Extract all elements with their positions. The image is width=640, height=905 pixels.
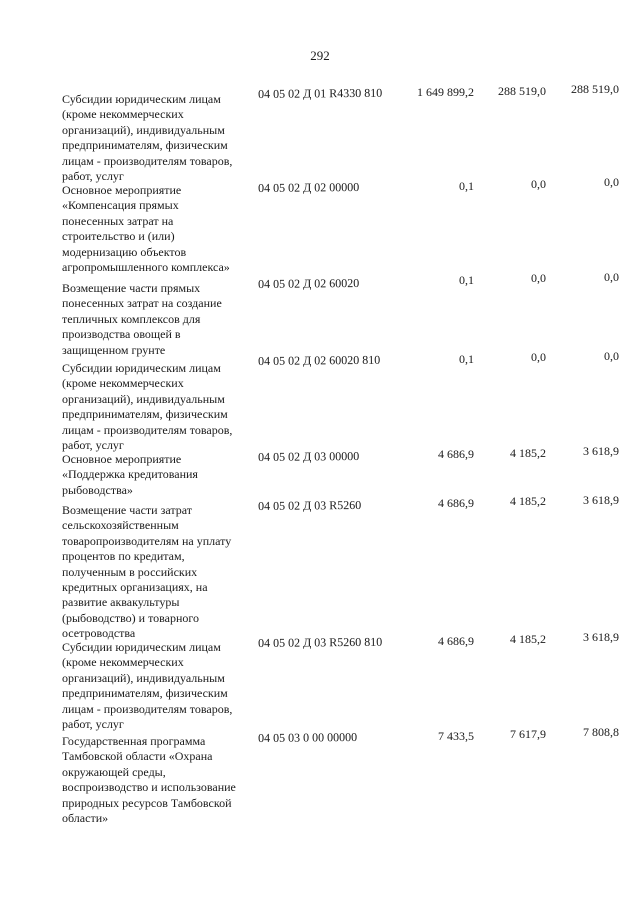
row-value-1: 4 686,9 [438, 496, 474, 510]
row-value-3: 3 618,9 [583, 493, 619, 507]
row-value-3: 0,0 [604, 175, 619, 189]
row-value-1: 1 649 899,2 [417, 85, 474, 99]
row-code: 04 05 02 Д 01 R4330 810 [258, 85, 383, 101]
row-value-2: 4 185,2 [510, 632, 546, 646]
row-value-3: 7 808,8 [583, 725, 619, 739]
row-value-1: 7 433,5 [438, 729, 474, 743]
row-value-1: 0,1 [459, 273, 474, 287]
row-description: Возмещение части прямых понесенных затрат на создание тепличных комплексов для производства овощей в защищенном грунте [62, 281, 222, 357]
row-code: 04 05 02 Д 03 R5260 810 [258, 634, 383, 650]
row-value-1: 4 686,9 [438, 447, 474, 461]
row-value-2: 7 617,9 [510, 727, 546, 741]
row-code: 04 05 02 Д 03 00000 [258, 448, 360, 464]
row-description: Основное мероприятие «Поддержка кредитования рыбоводства» [62, 452, 198, 497]
row-value-3: 3 618,9 [583, 630, 619, 644]
row-code: 04 05 02 Д 02 00000 [258, 179, 360, 195]
row-value-3: 3 618,9 [583, 444, 619, 458]
row-value-1: 0,1 [459, 352, 474, 366]
row-value-2: 288 519,0 [498, 84, 546, 98]
row-code: 04 05 02 Д 02 60020 [258, 275, 360, 291]
row-description: Субсидии юридическим лицам (кроме некоммерческих организаций), индивидуальным предпринимателям, физическим лицам - производителям товаров, работ, услуг [62, 640, 233, 732]
row-description: Государственная программа Тамбовской области «Охрана окружающей среды, воспроизводство и использование природных ресурсов Тамбовской области» [62, 734, 236, 826]
row-value-3: 288 519,0 [571, 82, 619, 96]
row-code: 04 05 03 0 00 00000 [258, 729, 358, 745]
row-value-2: 0,0 [531, 350, 546, 364]
row-description: Основное мероприятие «Компенсация прямых понесенных затрат на строительство и (или) модернизацию объектов агропромышленного комплекса» [62, 183, 230, 275]
row-code: 04 05 02 Д 02 60020 810 [258, 352, 381, 368]
page-number: 292 [310, 48, 330, 63]
row-value-3: 0,0 [604, 270, 619, 284]
row-value-2: 4 185,2 [510, 446, 546, 460]
row-value-2: 0,0 [531, 271, 546, 285]
row-description: Субсидии юридическим лицам (кроме некоммерческих организаций), индивидуальным предпринимателям, физическим лицам - производителям товаров, работ, услуг [62, 361, 233, 453]
row-description: Возмещение части затрат сельскохозяйственным товаропроизводителям на уплату процентов по кредитам, полученным в российских кредитных организациях, на развитие аквакультуры (рыбоводство) и товарного осетроводства [62, 503, 232, 641]
row-value-3: 0,0 [604, 349, 619, 363]
row-code: 04 05 02 Д 03 R5260 [258, 497, 362, 513]
row-value-2: 4 185,2 [510, 494, 546, 508]
row-value-2: 0,0 [531, 177, 546, 191]
row-value-1: 0,1 [459, 179, 474, 193]
row-value-1: 4 686,9 [438, 634, 474, 648]
row-description: Субсидии юридическим лицам (кроме некоммерческих организаций), индивидуальным предпринимателям, физическим лицам - производителям товаров, работ, услуг [62, 92, 233, 184]
